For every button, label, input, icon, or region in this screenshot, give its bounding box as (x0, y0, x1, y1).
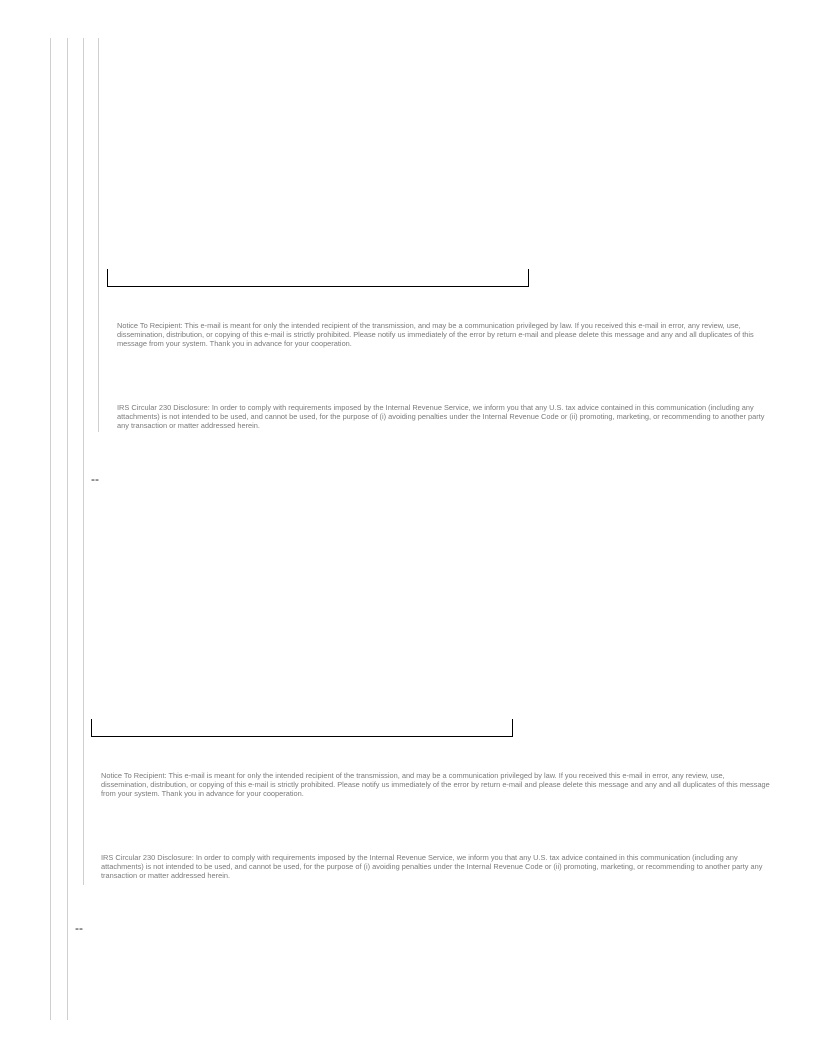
empty-box-frame (107, 269, 529, 287)
notice-to-recipient: Notice To Recipient: This e-mail is meant for only the intended recipient of the transmission, and may be a communication privileged by law. If you received this e-mail in error, any review, use, dissemination, distribution, or copying of this e-mail is strictly prohibited. Please notify us immediately of the error by return e-mail and please delete this message and any and all duplicates of this message from your system. Thank you in advance for your cooperation. (117, 321, 754, 348)
quote-bar-level-4 (98, 38, 99, 432)
notice-to-recipient: Notice To Recipient: This e-mail is meant for only the intended recipient of the transmission, and may be a communication privileged by law. If you received this e-mail in error, any review, use, dissemination, distribution, or copying of this e-mail is strictly prohibited. Please notify us immediately of the error by return e-mail and please delete this message and any and all duplicates of this message from your system. Thank you in advance for your cooperation. (101, 771, 770, 798)
quote-bar-level-2 (67, 38, 68, 1020)
empty-box-frame (91, 719, 513, 737)
quote-bar-level-3 (83, 38, 84, 885)
quote-bar-outer (50, 38, 51, 1020)
irs-circular-230-disclosure: IRS Circular 230 Disclosure: In order to comply with requirements imposed by the Internal Revenue Service, we inform you that any U.S. tax advice contained in this communication (including any attachments) is not intended to be used, and cannot be used, for the purpose of (i) avoiding penalties under the Internal Revenue Code or (ii) promoting, marketing, or recommending to another party any transaction or matter addressed herein. (101, 853, 763, 880)
irs-circular-230-disclosure: IRS Circular 230 Disclosure: In order to comply with requirements imposed by the Internal Revenue Service, we inform you that any U.S. tax advice contained in this communication (including any attachments) is not intended to be used, and cannot be used, for the purpose of (i) avoiding penalties under the Internal Revenue Code or (ii) promoting, marketing, or recommending to another party any transaction or matter addressed herein. (117, 403, 765, 430)
signature-separator: -- (91, 472, 99, 486)
signature-separator: -- (75, 921, 83, 935)
